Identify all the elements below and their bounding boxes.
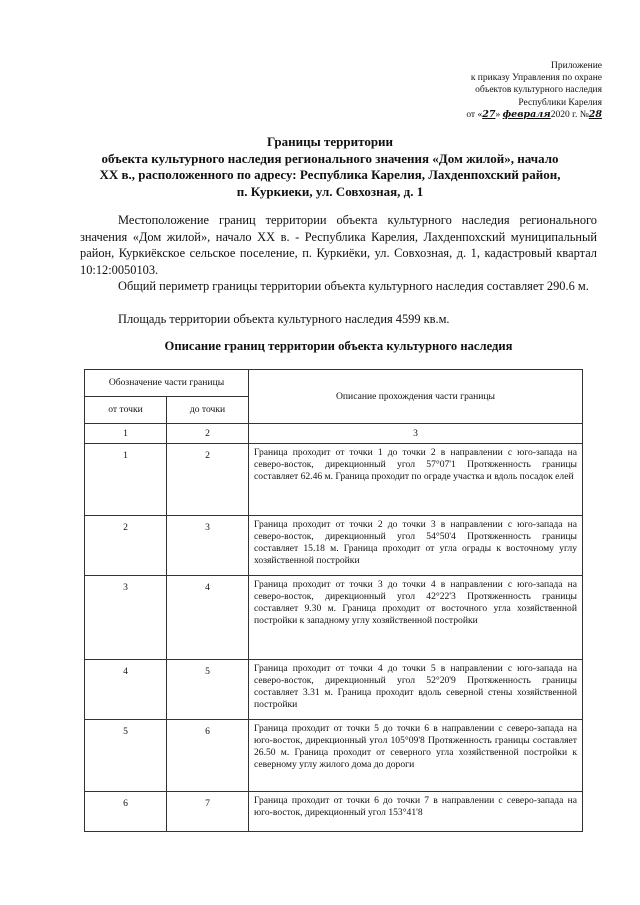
column-number: 2 <box>167 424 249 444</box>
table-row <box>85 720 583 792</box>
order-number: 28 <box>588 108 602 120</box>
date-day: 27 <box>482 108 496 120</box>
cell-description: Граница проходит от точки 4 до точки 5 в направлении с юго-запада на северо-восток, дирекционный угол 52°20'9 Протяженность границы составляет 3.31 м. Граница проходит вдоль северной стены хозяйственной постройки <box>249 660 583 720</box>
column-number: 1 <box>85 424 167 444</box>
cell-description: Граница проходит от точки 5 до точки 6 в направлении с северо-запада на юго-восток, дирекционный угол 105°09'8 Протяженность границы составляет 26.50 м. Граница проходит от северного угла хозяйственной постройки к северному углу жилого дома до дороги <box>249 720 583 792</box>
cell-description: Граница проходит от точки 1 до точки 2 в направлении с юго-запада на северо-восток, дирекционный угол 57°07'1 Протяженность границы составляет 62.46 м. Граница проходит по ограде участка и вдоль посадок елей <box>249 444 583 516</box>
perimeter-paragraph: Общий периметр границы территории объекта культурного наследия составляет 290.6 м. <box>118 279 589 293</box>
cell-from: 1 <box>85 444 167 516</box>
appendix-date <box>466 109 602 121</box>
cell-to: 3 <box>167 516 249 576</box>
cell-to: 2 <box>167 444 249 516</box>
date-mid: » <box>495 109 503 120</box>
table-title: Описание границ территории объекта культурного наследия <box>164 339 513 353</box>
boundary-table <box>84 369 583 832</box>
cell-description: Граница проходит от точки 2 до точки 3 в направлении с юго-запада на северо-восток, дирекционный угол 54°50'4 Протяженность границы составляет 15.18 м. Граница проходит от угла ограды к восточному углу хозяйственной постройки <box>249 516 583 576</box>
cell-to: 6 <box>167 720 249 792</box>
title-line: Границы территории <box>266 134 394 149</box>
date-suffix: 2020 г. № <box>550 109 589 120</box>
appendix-header <box>466 60 602 121</box>
appendix-line: Республики Карелия <box>518 97 602 108</box>
location-paragraph: Местоположение границ территории объекта культурного наследия регионального значения «Дом жилой», начало XX в. - Республика Карелия, Лахденпохский муниципальный район, Куркиёкское сельское поселение, п. Куркиёки, ул. Совхозная, д. 1, кадастровый квартал 10:12:0050103. <box>80 213 597 277</box>
title-line: XX в., расположенного по адресу: Республика Карелия, Лахденпохский район, <box>99 167 561 182</box>
document-title <box>60 134 600 200</box>
area-paragraph: Площадь территории объекта культурного наследия 4599 кв.м. <box>118 312 450 326</box>
date-prefix: от « <box>466 109 483 120</box>
header-from: от точки <box>85 397 167 424</box>
cell-from: 6 <box>85 792 167 832</box>
date-month: февраля <box>502 108 551 120</box>
table-row <box>85 516 583 576</box>
header-group: Обозначение части границы <box>85 370 249 397</box>
cell-description: Граница проходит от точки 3 до точки 4 в направлении с юго-запада на северо-восток, дирекционный угол 42°22'3 Протяженность границы составляет 9.30 м. Граница проходит от восточного угла хозяйственной постройки к западному углу хозяйственной постройки <box>249 576 583 660</box>
table-row <box>85 576 583 660</box>
cell-from: 5 <box>85 720 167 792</box>
cell-description: Граница проходит от точки 6 до точки 7 в направлении с северо-запада на юго-восток, дирекционный угол 153°41'8 <box>249 792 583 832</box>
cell-to: 4 <box>167 576 249 660</box>
table-row <box>85 444 583 516</box>
appendix-line: объектов культурного наследия <box>475 85 602 96</box>
cell-from: 2 <box>85 516 167 576</box>
table-row <box>85 660 583 720</box>
table-row <box>85 792 583 832</box>
cell-from: 3 <box>85 576 167 660</box>
header-to: до точки <box>167 397 249 424</box>
title-line: п. Куркиеки, ул. Совхозная, д. 1 <box>236 183 424 199</box>
cell-to: 7 <box>167 792 249 832</box>
column-number: 3 <box>249 424 583 444</box>
title-line: объекта культурного наследия регионального значения «Дом жилой», начало <box>101 150 559 166</box>
appendix-line: Приложение <box>551 61 602 71</box>
cell-to: 5 <box>167 660 249 720</box>
appendix-line: к приказу Управления по охране <box>470 73 602 84</box>
cell-from: 4 <box>85 660 167 720</box>
header-description: Описание прохождения части границы <box>249 370 583 424</box>
